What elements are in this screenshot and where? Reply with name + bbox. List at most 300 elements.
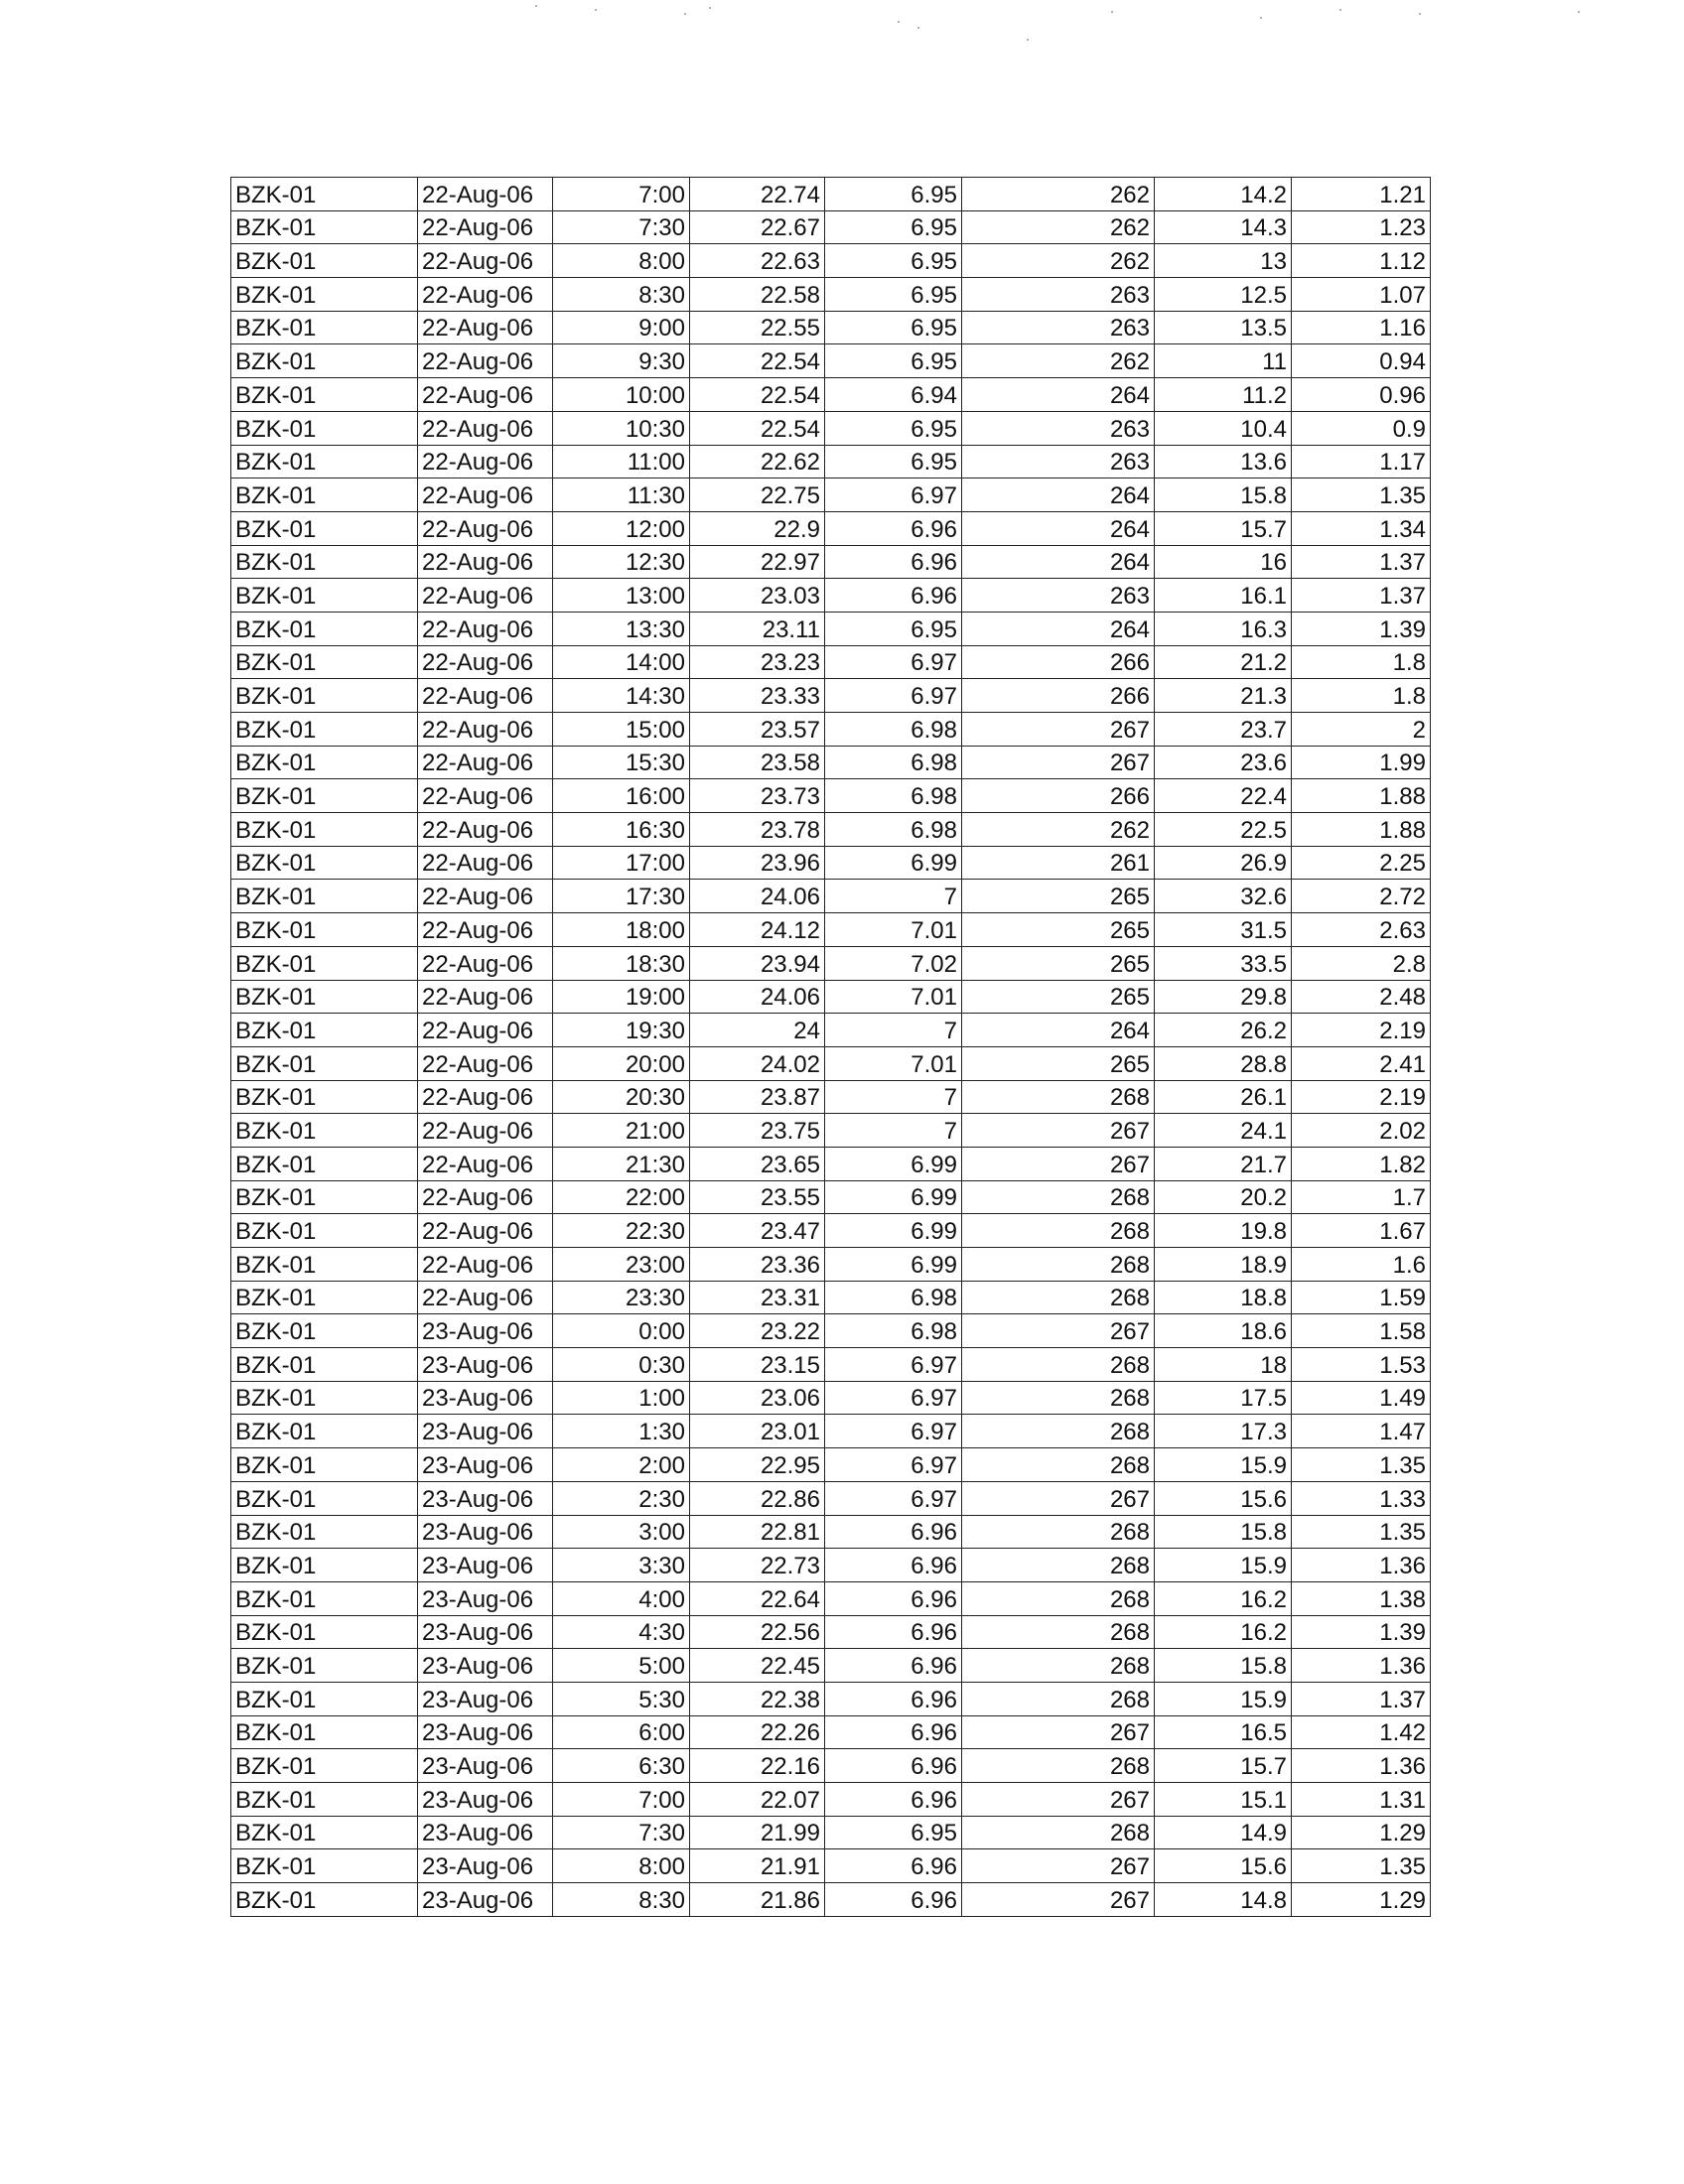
date-cell: 23-Aug-06: [418, 1682, 553, 1715]
station-id-cell: BZK-01: [231, 210, 418, 244]
value-cell: 15.8: [1155, 1649, 1292, 1683]
value-cell: 23.01: [690, 1415, 825, 1448]
value-cell: 1.49: [1292, 1381, 1431, 1415]
value-cell: 7: [825, 1080, 962, 1114]
value-cell: 1.99: [1292, 746, 1431, 779]
date-cell: 22-Aug-06: [418, 511, 553, 545]
value-cell: 1.39: [1292, 1615, 1431, 1649]
value-cell: 264: [962, 545, 1155, 579]
value-cell: 23.78: [690, 813, 825, 847]
value-cell: 1.17: [1292, 445, 1431, 478]
value-cell: 16.5: [1155, 1715, 1292, 1749]
value-cell: 23.7: [1155, 713, 1292, 747]
station-id-cell: BZK-01: [231, 1381, 418, 1415]
value-cell: 265: [962, 946, 1155, 980]
value-cell: 22.97: [690, 545, 825, 579]
value-cell: 6.97: [825, 1448, 962, 1482]
value-cell: 22.5: [1155, 813, 1292, 847]
time-cell: 0:30: [553, 1348, 690, 1382]
date-cell: 22-Aug-06: [418, 579, 553, 613]
time-cell: 4:30: [553, 1615, 690, 1649]
station-id-cell: BZK-01: [231, 579, 418, 613]
time-cell: 11:30: [553, 478, 690, 512]
value-cell: 1.37: [1292, 579, 1431, 613]
time-cell: 17:30: [553, 880, 690, 913]
value-cell: 1.67: [1292, 1214, 1431, 1248]
value-cell: 267: [962, 1715, 1155, 1749]
value-cell: 15.1: [1155, 1783, 1292, 1817]
station-id-cell: BZK-01: [231, 178, 418, 211]
value-cell: 2.63: [1292, 913, 1431, 947]
value-cell: 1.07: [1292, 278, 1431, 312]
value-cell: 1.16: [1292, 311, 1431, 344]
value-cell: 7: [825, 880, 962, 913]
value-cell: 23.23: [690, 645, 825, 679]
table-row: [231, 311, 1431, 344]
value-cell: 1.37: [1292, 545, 1431, 579]
value-cell: 264: [962, 612, 1155, 645]
value-cell: 6.97: [825, 1381, 962, 1415]
station-id-cell: BZK-01: [231, 846, 418, 880]
value-cell: 7.01: [825, 980, 962, 1014]
table-row: [231, 1046, 1431, 1080]
date-cell: 22-Aug-06: [418, 679, 553, 713]
time-cell: 17:00: [553, 846, 690, 880]
value-cell: 22.63: [690, 244, 825, 278]
time-cell: 13:00: [553, 579, 690, 613]
value-cell: 15.8: [1155, 1515, 1292, 1549]
value-cell: 264: [962, 511, 1155, 545]
value-cell: 6.94: [825, 378, 962, 412]
time-cell: 7:30: [553, 210, 690, 244]
time-cell: 15:30: [553, 746, 690, 779]
value-cell: 1.53: [1292, 1348, 1431, 1382]
value-cell: 13.5: [1155, 311, 1292, 344]
value-cell: 265: [962, 980, 1155, 1014]
station-id-cell: BZK-01: [231, 344, 418, 378]
value-cell: 23.55: [690, 1180, 825, 1214]
value-cell: 16.1: [1155, 579, 1292, 613]
value-cell: 23.31: [690, 1281, 825, 1314]
value-cell: 15.9: [1155, 1549, 1292, 1582]
value-cell: 16.3: [1155, 612, 1292, 645]
station-id-cell: BZK-01: [231, 913, 418, 947]
station-id-cell: BZK-01: [231, 713, 418, 747]
date-cell: 22-Aug-06: [418, 478, 553, 512]
value-cell: 21.91: [690, 1849, 825, 1883]
value-cell: 15.9: [1155, 1682, 1292, 1715]
time-cell: 13:30: [553, 612, 690, 645]
value-cell: 23.87: [690, 1080, 825, 1114]
value-cell: 21.7: [1155, 1147, 1292, 1180]
value-cell: 6.96: [825, 1549, 962, 1582]
value-cell: 7: [825, 1014, 962, 1047]
date-cell: 22-Aug-06: [418, 946, 553, 980]
value-cell: 17.5: [1155, 1381, 1292, 1415]
date-cell: 22-Aug-06: [418, 1281, 553, 1314]
value-cell: 6.96: [825, 545, 962, 579]
value-cell: 22.95: [690, 1448, 825, 1482]
value-cell: 1.36: [1292, 1549, 1431, 1582]
table-row: [231, 846, 1431, 880]
value-cell: 6.96: [825, 1715, 962, 1749]
value-cell: 6.97: [825, 645, 962, 679]
station-id-cell: BZK-01: [231, 1281, 418, 1314]
value-cell: 6.97: [825, 1348, 962, 1382]
value-cell: 1.35: [1292, 1448, 1431, 1482]
value-cell: 268: [962, 1381, 1155, 1415]
table-row: [231, 1214, 1431, 1248]
time-cell: 5:30: [553, 1682, 690, 1715]
value-cell: 23.03: [690, 579, 825, 613]
value-cell: 23.75: [690, 1114, 825, 1148]
value-cell: 22.54: [690, 378, 825, 412]
value-cell: 32.6: [1155, 880, 1292, 913]
value-cell: 22.58: [690, 278, 825, 312]
value-cell: 1.36: [1292, 1649, 1431, 1683]
table-row: [231, 278, 1431, 312]
value-cell: 23.22: [690, 1314, 825, 1348]
value-cell: 6.95: [825, 311, 962, 344]
time-cell: 4:00: [553, 1581, 690, 1615]
time-cell: 23:30: [553, 1281, 690, 1314]
table-row: [231, 1481, 1431, 1515]
value-cell: 10.4: [1155, 411, 1292, 445]
value-cell: 265: [962, 880, 1155, 913]
station-id-cell: BZK-01: [231, 545, 418, 579]
time-cell: 18:00: [553, 913, 690, 947]
value-cell: 2.19: [1292, 1080, 1431, 1114]
value-cell: 15.7: [1155, 1749, 1292, 1783]
table-row: [231, 645, 1431, 679]
value-cell: 6.97: [825, 1481, 962, 1515]
value-cell: 14.3: [1155, 210, 1292, 244]
date-cell: 22-Aug-06: [418, 445, 553, 478]
date-cell: 22-Aug-06: [418, 1080, 553, 1114]
value-cell: 1.7: [1292, 1180, 1431, 1214]
table-row: [231, 946, 1431, 980]
value-cell: 1.88: [1292, 779, 1431, 813]
value-cell: 264: [962, 1014, 1155, 1047]
time-cell: 15:00: [553, 713, 690, 747]
value-cell: 23.06: [690, 1381, 825, 1415]
value-cell: 1.35: [1292, 1849, 1431, 1883]
value-cell: 6.95: [825, 445, 962, 478]
table-body: [231, 178, 1431, 1917]
time-cell: 21:30: [553, 1147, 690, 1180]
time-cell: 14:30: [553, 679, 690, 713]
date-cell: 22-Aug-06: [418, 178, 553, 211]
value-cell: 7.01: [825, 1046, 962, 1080]
value-cell: 1.42: [1292, 1715, 1431, 1749]
table-row: [231, 511, 1431, 545]
value-cell: 22.86: [690, 1481, 825, 1515]
value-cell: 268: [962, 1615, 1155, 1649]
value-cell: 267: [962, 1481, 1155, 1515]
value-cell: 261: [962, 846, 1155, 880]
value-cell: 266: [962, 645, 1155, 679]
value-cell: 1.31: [1292, 1783, 1431, 1817]
value-cell: 15.7: [1155, 511, 1292, 545]
value-cell: 263: [962, 411, 1155, 445]
station-id-cell: BZK-01: [231, 511, 418, 545]
value-cell: 268: [962, 1649, 1155, 1683]
value-cell: 1.8: [1292, 679, 1431, 713]
table-row: [231, 344, 1431, 378]
value-cell: 267: [962, 1783, 1155, 1817]
station-id-cell: BZK-01: [231, 1314, 418, 1348]
date-cell: 22-Aug-06: [418, 1180, 553, 1214]
value-cell: 12.5: [1155, 278, 1292, 312]
value-cell: 268: [962, 1415, 1155, 1448]
value-cell: 15.9: [1155, 1448, 1292, 1482]
value-cell: 6.96: [825, 1783, 962, 1817]
value-cell: 6.99: [825, 1214, 962, 1248]
table-row: [231, 1883, 1431, 1917]
station-id-cell: BZK-01: [231, 1481, 418, 1515]
value-cell: 1.8: [1292, 645, 1431, 679]
value-cell: 18.8: [1155, 1281, 1292, 1314]
table-row: [231, 612, 1431, 645]
value-cell: 6.96: [825, 1615, 962, 1649]
table-row: [231, 1816, 1431, 1849]
table-row: [231, 746, 1431, 779]
value-cell: 20.2: [1155, 1180, 1292, 1214]
value-cell: 268: [962, 1080, 1155, 1114]
value-cell: 26.2: [1155, 1014, 1292, 1047]
time-cell: 8:30: [553, 1883, 690, 1917]
value-cell: 6.97: [825, 478, 962, 512]
value-cell: 6.95: [825, 344, 962, 378]
table-row: [231, 210, 1431, 244]
value-cell: 22.62: [690, 445, 825, 478]
table-row: [231, 545, 1431, 579]
value-cell: 17.3: [1155, 1415, 1292, 1448]
value-cell: 24.12: [690, 913, 825, 947]
table-row: [231, 478, 1431, 512]
station-id-cell: BZK-01: [231, 980, 418, 1014]
value-cell: 24.02: [690, 1046, 825, 1080]
value-cell: 14.9: [1155, 1816, 1292, 1849]
value-cell: 263: [962, 445, 1155, 478]
value-cell: 264: [962, 378, 1155, 412]
value-cell: 22.74: [690, 178, 825, 211]
value-cell: 16.2: [1155, 1581, 1292, 1615]
station-id-cell: BZK-01: [231, 779, 418, 813]
table-row: [231, 1581, 1431, 1615]
date-cell: 23-Aug-06: [418, 1615, 553, 1649]
station-id-cell: BZK-01: [231, 1415, 418, 1448]
value-cell: 7.01: [825, 913, 962, 947]
time-cell: 10:00: [553, 378, 690, 412]
station-id-cell: BZK-01: [231, 1014, 418, 1047]
time-cell: 12:00: [553, 511, 690, 545]
time-cell: 3:30: [553, 1549, 690, 1582]
value-cell: 268: [962, 1248, 1155, 1282]
date-cell: 23-Aug-06: [418, 1649, 553, 1683]
table-row: [231, 679, 1431, 713]
date-cell: 22-Aug-06: [418, 1147, 553, 1180]
station-id-cell: BZK-01: [231, 1448, 418, 1482]
date-cell: 22-Aug-06: [418, 1046, 553, 1080]
value-cell: 23.15: [690, 1348, 825, 1382]
value-cell: 16.2: [1155, 1615, 1292, 1649]
value-cell: 22.75: [690, 478, 825, 512]
date-cell: 23-Aug-06: [418, 1448, 553, 1482]
time-cell: 6:00: [553, 1715, 690, 1749]
date-cell: 23-Aug-06: [418, 1715, 553, 1749]
value-cell: 263: [962, 579, 1155, 613]
value-cell: 22.56: [690, 1615, 825, 1649]
value-cell: 13: [1155, 244, 1292, 278]
value-cell: 266: [962, 679, 1155, 713]
station-id-cell: BZK-01: [231, 1549, 418, 1582]
value-cell: 267: [962, 1883, 1155, 1917]
station-id-cell: BZK-01: [231, 1180, 418, 1214]
date-cell: 22-Aug-06: [418, 1014, 553, 1047]
table-row: [231, 880, 1431, 913]
date-cell: 23-Aug-06: [418, 1314, 553, 1348]
date-cell: 22-Aug-06: [418, 378, 553, 412]
table-row: [231, 1849, 1431, 1883]
value-cell: 268: [962, 1281, 1155, 1314]
value-cell: 22.81: [690, 1515, 825, 1549]
value-cell: 6.96: [825, 1749, 962, 1783]
value-cell: 23.94: [690, 946, 825, 980]
value-cell: 262: [962, 210, 1155, 244]
value-cell: 1.33: [1292, 1481, 1431, 1515]
date-cell: 22-Aug-06: [418, 545, 553, 579]
value-cell: 2.02: [1292, 1114, 1431, 1148]
value-cell: 6.96: [825, 1515, 962, 1549]
station-id-cell: BZK-01: [231, 1783, 418, 1817]
value-cell: 22.54: [690, 411, 825, 445]
value-cell: 268: [962, 1816, 1155, 1849]
station-id-cell: BZK-01: [231, 1214, 418, 1248]
table-row: [231, 1783, 1431, 1817]
value-cell: 6.97: [825, 1415, 962, 1448]
value-cell: 0.96: [1292, 378, 1431, 412]
date-cell: 22-Aug-06: [418, 813, 553, 847]
value-cell: 23.33: [690, 679, 825, 713]
value-cell: 28.8: [1155, 1046, 1292, 1080]
value-cell: 2.25: [1292, 846, 1431, 880]
value-cell: 1.35: [1292, 478, 1431, 512]
value-cell: 268: [962, 1348, 1155, 1382]
value-cell: 267: [962, 713, 1155, 747]
date-cell: 22-Aug-06: [418, 278, 553, 312]
time-cell: 2:30: [553, 1481, 690, 1515]
station-id-cell: BZK-01: [231, 645, 418, 679]
value-cell: 2.41: [1292, 1046, 1431, 1080]
time-cell: 22:30: [553, 1214, 690, 1248]
value-cell: 21.99: [690, 1816, 825, 1849]
value-cell: 24.06: [690, 880, 825, 913]
station-id-cell: BZK-01: [231, 244, 418, 278]
value-cell: 21.3: [1155, 679, 1292, 713]
value-cell: 0.94: [1292, 344, 1431, 378]
value-cell: 1.36: [1292, 1749, 1431, 1783]
value-cell: 1.88: [1292, 813, 1431, 847]
value-cell: 268: [962, 1549, 1155, 1582]
time-cell: 3:00: [553, 1515, 690, 1549]
station-id-cell: BZK-01: [231, 1883, 418, 1917]
station-id-cell: BZK-01: [231, 1080, 418, 1114]
date-cell: 23-Aug-06: [418, 1549, 553, 1582]
time-cell: 2:00: [553, 1448, 690, 1482]
date-cell: 23-Aug-06: [418, 1749, 553, 1783]
value-cell: 6.95: [825, 612, 962, 645]
value-cell: 6.95: [825, 244, 962, 278]
date-cell: 23-Aug-06: [418, 1783, 553, 1817]
value-cell: 268: [962, 1448, 1155, 1482]
date-cell: 22-Aug-06: [418, 880, 553, 913]
value-cell: 23.96: [690, 846, 825, 880]
date-cell: 23-Aug-06: [418, 1515, 553, 1549]
time-cell: 19:00: [553, 980, 690, 1014]
station-id-cell: BZK-01: [231, 311, 418, 344]
time-cell: 1:00: [553, 1381, 690, 1415]
value-cell: 6.96: [825, 1682, 962, 1715]
value-cell: 22.73: [690, 1549, 825, 1582]
date-cell: 22-Aug-06: [418, 1248, 553, 1282]
time-cell: 7:00: [553, 178, 690, 211]
table-row: [231, 178, 1431, 211]
value-cell: 263: [962, 278, 1155, 312]
station-id-cell: BZK-01: [231, 679, 418, 713]
table-row: [231, 1180, 1431, 1214]
value-cell: 22.54: [690, 344, 825, 378]
date-cell: 23-Aug-06: [418, 1381, 553, 1415]
time-cell: 12:30: [553, 545, 690, 579]
value-cell: 26.9: [1155, 846, 1292, 880]
station-id-cell: BZK-01: [231, 1615, 418, 1649]
table-row: [231, 579, 1431, 613]
date-cell: 23-Aug-06: [418, 1849, 553, 1883]
value-cell: 22.07: [690, 1783, 825, 1817]
date-cell: 22-Aug-06: [418, 980, 553, 1014]
time-cell: 21:00: [553, 1114, 690, 1148]
value-cell: 6.96: [825, 1581, 962, 1615]
value-cell: 1.34: [1292, 511, 1431, 545]
value-cell: 6.99: [825, 1180, 962, 1214]
value-cell: 11: [1155, 344, 1292, 378]
date-cell: 22-Aug-06: [418, 746, 553, 779]
value-cell: 24.1: [1155, 1114, 1292, 1148]
value-cell: 23.57: [690, 713, 825, 747]
value-cell: 24.06: [690, 980, 825, 1014]
value-cell: 6.95: [825, 178, 962, 211]
date-cell: 23-Aug-06: [418, 1883, 553, 1917]
value-cell: 6.98: [825, 713, 962, 747]
value-cell: 7.02: [825, 946, 962, 980]
value-cell: 6.95: [825, 1816, 962, 1849]
table-row: [231, 1248, 1431, 1282]
value-cell: 268: [962, 1214, 1155, 1248]
value-cell: 23.6: [1155, 746, 1292, 779]
table-row: [231, 1415, 1431, 1448]
value-cell: 11.2: [1155, 378, 1292, 412]
station-id-cell: BZK-01: [231, 478, 418, 512]
date-cell: 22-Aug-06: [418, 244, 553, 278]
value-cell: 18: [1155, 1348, 1292, 1382]
station-id-cell: BZK-01: [231, 1849, 418, 1883]
date-cell: 22-Aug-06: [418, 913, 553, 947]
value-cell: 22.67: [690, 210, 825, 244]
time-cell: 6:30: [553, 1749, 690, 1783]
value-cell: 23.65: [690, 1147, 825, 1180]
table-row: [231, 1448, 1431, 1482]
